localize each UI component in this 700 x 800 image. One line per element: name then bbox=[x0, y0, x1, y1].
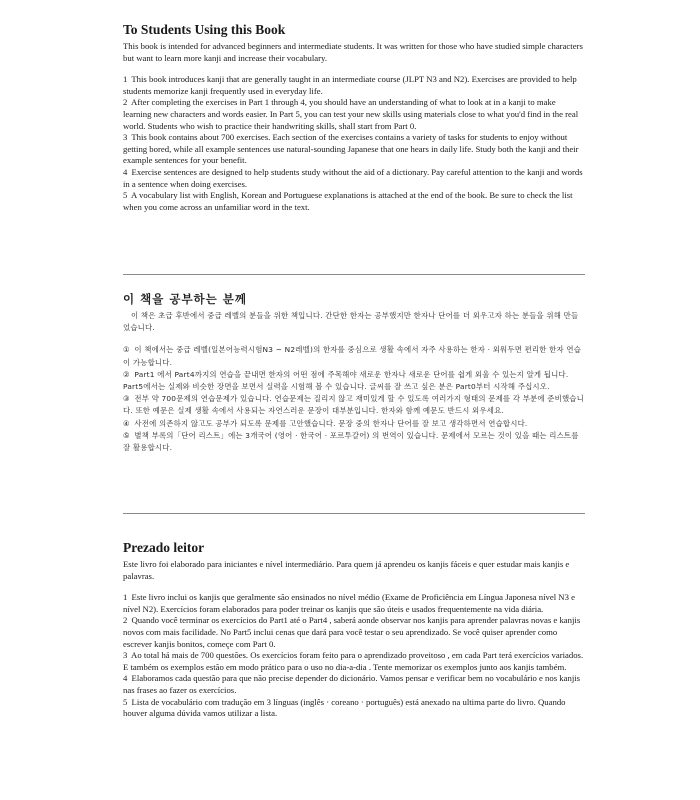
item-number: 5 bbox=[123, 696, 128, 707]
english-item-2 bbox=[123, 97, 585, 132]
item-text: Exercise sentences are designed to help students study without the aid of a dictionary. Pay careful attention to the kanji and words in a sentence when doing exercises. bbox=[123, 166, 583, 189]
portuguese-item-4 bbox=[123, 673, 585, 696]
item-number: 4 bbox=[123, 166, 128, 177]
item-number: ④ bbox=[123, 418, 130, 428]
item-number: 5 bbox=[123, 190, 128, 201]
english-list bbox=[123, 74, 585, 213]
item-number: 1 bbox=[123, 592, 128, 603]
korean-intro: 이 책은 초급 후반에서 중급 레벨의 분들을 위한 책입니다. 간단한 한자는 공부했지만 한자나 단어를 더 외우고자 하는 분들을 위해 만들었습니다. bbox=[123, 311, 579, 333]
korean-item-2 bbox=[123, 369, 585, 393]
portuguese-list bbox=[123, 592, 585, 720]
english-intro: This book is intended for advanced beginners and intermediate students. It was written for those who have studied simple characters but want to learn more kanji and increase their vocabulary. bbox=[123, 41, 583, 63]
korean-item-1 bbox=[123, 344, 585, 368]
korean-title: 이 책을 공부하는 분께 bbox=[123, 292, 247, 306]
item-number: ① bbox=[123, 345, 130, 355]
item-text: 전부 약 700문제의 연습문제가 있습니다. 연습문제는 질리지 않고 재미있게 할 수 있도록 여러가지 형태의 문제를 각 부분에 준비했습니다. 또한 예문은 실제 생활 속에서 사용되는 자연스러운 문장이 대부분입니다. 한자와 함께 예문도 반드시 외우세요. bbox=[123, 394, 584, 416]
item-text: This book contains about 700 exercises. Each section of the exercises contains a variety of tasks for students to enjoy without getting bored, while all example sentences use natural-sounding Japanese that one hears in daily life. Study both the kanji and their example sentences for your benefit. bbox=[123, 132, 579, 166]
preface-page bbox=[123, 22, 585, 720]
korean-item-3 bbox=[123, 393, 585, 417]
item-number: ③ bbox=[123, 394, 130, 404]
item-text: This book introduces kanji that are generally taught in an intermediate course (JLPT N3 and N2). Exercises are provided to help students memorize kanji frequently used in everyday life. bbox=[123, 74, 577, 96]
portuguese-item-5 bbox=[123, 697, 585, 720]
item-text: 사전에 의존하지 않고도 공부가 되도록 문제를 고안했습니다. 문장 중의 한자나 단어를 잘 보고 생각하면서 연습합시다. bbox=[134, 418, 528, 428]
item-text: 이 책에서는 중급 레벨(일본어능력시험N3 ~ N2레벨)의 한자를 중심으로 생활 속에서 자주 사용하는 한자 · 외워두면 편리한 한자 연습이 가능합니다. bbox=[123, 345, 582, 367]
item-text: Este livro inclui os kanjis que geralmente são ensinados no nível médio (Exame de Proficiência em Língua Japonesa nível N3 e nível N2). Exercícios foram elaborados para poder treinar os kanjis que são úteis e usados frequentemente na vida diária. bbox=[123, 592, 575, 614]
english-title: To Students Using this Book bbox=[123, 22, 286, 37]
korean-section bbox=[123, 275, 585, 513]
english-item-5 bbox=[123, 190, 585, 213]
korean-item-4 bbox=[123, 418, 585, 430]
item-text: Ao total há mais de 700 questões. Os exercícios foram feito para o aprendizado proveitoso , em cada Part terá exercícios variados. E também os exemplos estão em modo prático para o uso no dia-a-dia . Tente memorizar os exemplos junto aos kanjis também. bbox=[123, 650, 584, 672]
item-text: Quando você terminar os exercícios do Part1 até o Part4 , saberá aonde observar nos kanjis para aprender palavras novas e kanjis novos com mais facilidade. No Part5 inclui cenas que dará para você testar o seu aprendizado. Se você quiser aprender como escrever kanjis bonitos, começe com Part 0. bbox=[123, 615, 581, 649]
portuguese-section bbox=[123, 514, 585, 720]
item-number: 2 bbox=[123, 615, 128, 626]
item-number: ② bbox=[123, 369, 130, 379]
portuguese-item-1 bbox=[123, 592, 585, 615]
portuguese-intro: Este livro foi elaborado para iniciantes e nível intermediário. Para quem já aprendeu os kanjis fáceis e quer estudar mais kanjis e palavras. bbox=[123, 559, 570, 581]
item-text: Lista de vocabulário com tradução em 3 línguas (inglês · coreano · português) está anexado na ultima parte do livro. Quando houver alguma dúvida vamos utilizar a lista. bbox=[123, 696, 566, 719]
korean-list bbox=[123, 344, 585, 454]
item-number: 2 bbox=[123, 97, 128, 108]
item-text: Elaboramos cada questão para que não precise depender do dicionário. Vamos pensar e verificar bem no vocabulário e nos kanjis nas frases ao fazer os exercícios. bbox=[123, 673, 581, 695]
item-number: 3 bbox=[123, 650, 128, 661]
item-number: 3 bbox=[123, 132, 128, 143]
item-text: After completing the exercises in Part 1 through 4, you should have an understanding of what to look at in a kanji to make learning new characters and words easier. In Part 5, you can test your new skills using materials close to what you'd find in the real world. Students who wish to practice their handwriting skills, shall start from Part 0. bbox=[123, 97, 579, 131]
english-item-4 bbox=[123, 167, 585, 190]
english-item-1 bbox=[123, 74, 585, 97]
english-item-3 bbox=[123, 132, 585, 167]
portuguese-title: Prezado leitor bbox=[123, 540, 205, 555]
portuguese-item-3 bbox=[123, 650, 585, 673]
item-text: A vocabulary list with English, Korean and Portuguese explanations is attached at the end of the book. Be sure to check the list when you come across an unfamiliar word in the text. bbox=[123, 190, 573, 212]
item-number: 1 bbox=[123, 74, 128, 85]
item-text: Part1 에서 Part4까지의 연습을 끝내면 한자의 어떤 점에 주목해야 새로운 한자나 새로운 단어를 쉽게 외울 수 있는지 알게 됩니다. Part5에서는 실제와 비슷한 장면을 보면서 실력을 시험해 볼 수 있습니다. 글씨를 잘 쓰고 싶은 분은 Part0부터 시작해 주십시오. bbox=[123, 369, 569, 392]
english-section bbox=[123, 22, 585, 274]
item-number: ⑤ bbox=[123, 430, 130, 440]
item-text: 별책 부록의「단어 리스트」에는 3개국어 (영어 · 한국어 · 포르투갈어) 의 번역이 있습니다. 문제에서 모르는 것이 있을 때는 리스트를 잘 활용합시다. bbox=[123, 430, 579, 453]
korean-item-5 bbox=[123, 430, 585, 454]
portuguese-item-2 bbox=[123, 615, 585, 650]
item-number: 4 bbox=[123, 673, 128, 684]
